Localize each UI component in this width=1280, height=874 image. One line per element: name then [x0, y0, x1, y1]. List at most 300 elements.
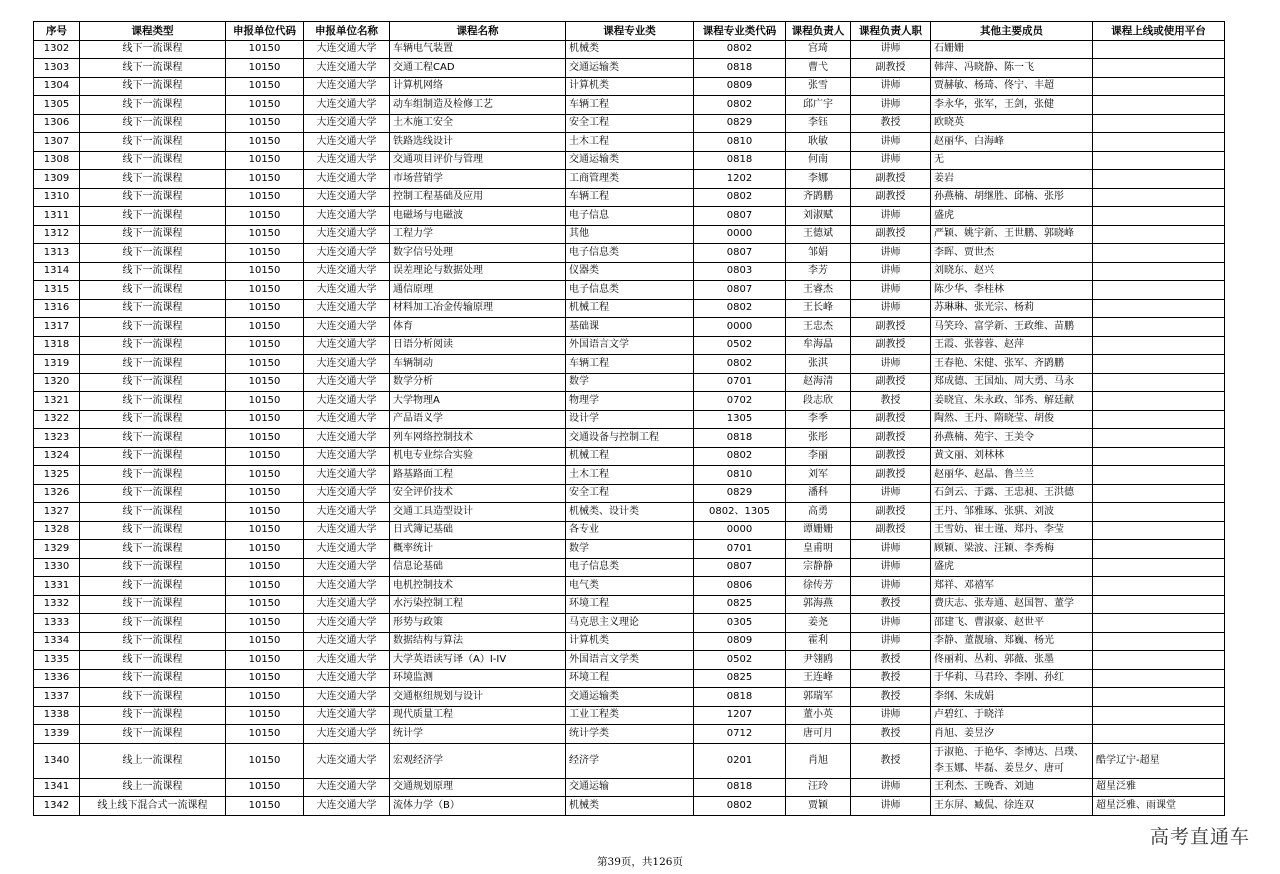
cell-unit-code: 10150 [226, 262, 304, 281]
cell-other-members: 邵建飞、曹淑豪、赵世平 [931, 614, 1093, 633]
cell-course-leader: 潘科 [786, 484, 851, 503]
cell-course-name: 车辆制动 [390, 355, 566, 374]
cell-course-name: 土木施工安全 [390, 114, 566, 133]
cell-index: 1327 [34, 503, 80, 522]
cell-leader-title: 副教授 [851, 503, 931, 522]
cell-course-leader: 王德斌 [786, 225, 851, 244]
cell-leader-title: 讲师 [851, 778, 931, 797]
cell-major-code: 0810 [694, 466, 786, 485]
table-row [34, 40, 1225, 59]
table-row [34, 577, 1225, 596]
table-row [34, 262, 1225, 281]
cell-leader-title: 讲师 [851, 299, 931, 318]
cell-major-code: 0818 [694, 59, 786, 78]
table-row [34, 778, 1225, 797]
header-unit-name: 申报单位名称 [304, 22, 390, 41]
cell-course-type: 线下一流课程 [80, 410, 226, 429]
cell-course-name: 大学物理A [390, 392, 566, 411]
cell-index: 1335 [34, 651, 80, 670]
cell-other-members: 赵丽华、白海峰 [931, 133, 1093, 152]
cell-unit-name: 大连交通大学 [304, 447, 390, 466]
cell-unit-code: 10150 [226, 170, 304, 189]
cell-unit-code: 10150 [226, 114, 304, 133]
cell-unit-code: 10150 [226, 614, 304, 633]
cell-other-members: 韩萍、冯晓静、陈一飞 [931, 59, 1093, 78]
cell-course-type: 线上一流课程 [80, 743, 226, 778]
table-row [34, 614, 1225, 633]
cell-course-name: 车辆电气装置 [390, 40, 566, 59]
cell-major-code: 0701 [694, 373, 786, 392]
table-row [34, 595, 1225, 614]
cell-leader-title: 副教授 [851, 59, 931, 78]
cell-index: 1315 [34, 281, 80, 300]
cell-course-leader: 张彤 [786, 429, 851, 448]
cell-course-leader: 齐鹍鹏 [786, 188, 851, 207]
page-number: 第39页，共126页 [597, 856, 683, 868]
cell-leader-title: 讲师 [851, 207, 931, 226]
cell-index: 1337 [34, 688, 80, 707]
cell-index: 1304 [34, 77, 80, 96]
cell-course-leader: 张雪 [786, 77, 851, 96]
cell-unit-name: 大连交通大学 [304, 429, 390, 448]
cell-unit-code: 10150 [226, 558, 304, 577]
cell-leader-title: 副教授 [851, 410, 931, 429]
cell-course-leader: 何南 [786, 151, 851, 170]
cell-unit-name: 大连交通大学 [304, 614, 390, 633]
table-row [34, 207, 1225, 226]
cell-platform [1093, 669, 1225, 688]
cell-index: 1330 [34, 558, 80, 577]
cell-other-members: 贾赫敏、杨琦、佟宁、丰超 [931, 77, 1093, 96]
cell-leader-title: 副教授 [851, 429, 931, 448]
cell-unit-name: 大连交通大学 [304, 725, 390, 744]
cell-unit-code: 10150 [226, 688, 304, 707]
cell-other-members: 石姗姗 [931, 40, 1093, 59]
cell-other-members: 盛虎 [931, 558, 1093, 577]
cell-other-members: 黄文丽、刘林林 [931, 447, 1093, 466]
cell-major-code: 0802、1305 [694, 503, 786, 522]
cell-leader-title: 讲师 [851, 77, 931, 96]
header-unit-code: 申报单位代码 [226, 22, 304, 41]
cell-index: 1313 [34, 244, 80, 263]
cell-other-members: 王东屏、臧侃、徐连双 [931, 797, 1093, 816]
table-row [34, 151, 1225, 170]
cell-other-members: 李纲、朱成娟 [931, 688, 1093, 707]
cell-index: 1333 [34, 614, 80, 633]
cell-leader-title: 讲师 [851, 244, 931, 263]
cell-course-leader: 曹弋 [786, 59, 851, 78]
course-table [33, 21, 1225, 816]
cell-course-type: 线下一流课程 [80, 59, 226, 78]
cell-major-category: 交通运输类 [566, 59, 694, 78]
cell-major-code: 0802 [694, 96, 786, 115]
cell-platform [1093, 558, 1225, 577]
cell-unit-code: 10150 [226, 225, 304, 244]
cell-course-name: 交通枢纽规划与设计 [390, 688, 566, 707]
table-header-row [34, 22, 1225, 41]
cell-course-leader: 唐可月 [786, 725, 851, 744]
cell-index: 1302 [34, 40, 80, 59]
cell-index: 1332 [34, 595, 80, 614]
table-row [34, 410, 1225, 429]
cell-leader-title: 教授 [851, 743, 931, 778]
cell-course-name: 统计学 [390, 725, 566, 744]
cell-major-code: 1305 [694, 410, 786, 429]
cell-course-type: 线下一流课程 [80, 244, 226, 263]
cell-course-name: 安全评价技术 [390, 484, 566, 503]
cell-unit-code: 10150 [226, 503, 304, 522]
cell-unit-code: 10150 [226, 410, 304, 429]
cell-major-code: 0502 [694, 336, 786, 355]
cell-course-type: 线下一流课程 [80, 299, 226, 318]
cell-course-type: 线下一流课程 [80, 503, 226, 522]
cell-major-category: 计算机类 [566, 632, 694, 651]
cell-course-leader: 贾颖 [786, 797, 851, 816]
cell-course-type: 线下一流课程 [80, 188, 226, 207]
cell-course-name: 通信原理 [390, 281, 566, 300]
cell-unit-code: 10150 [226, 466, 304, 485]
cell-unit-name: 大连交通大学 [304, 392, 390, 411]
cell-course-type: 线下一流课程 [80, 614, 226, 633]
cell-other-members: 王利杰、王晚香、刘迪 [931, 778, 1093, 797]
cell-index: 1322 [34, 410, 80, 429]
table-row [34, 797, 1225, 816]
cell-course-leader: 汪玲 [786, 778, 851, 797]
cell-index: 1323 [34, 429, 80, 448]
table-row [34, 336, 1225, 355]
cell-major-category: 电子信息 [566, 207, 694, 226]
cell-course-name: 交通工程CAD [390, 59, 566, 78]
cell-platform [1093, 355, 1225, 374]
cell-major-category: 安全工程 [566, 484, 694, 503]
cell-platform [1093, 503, 1225, 522]
cell-course-leader: 邱广宇 [786, 96, 851, 115]
cell-course-name: 日式簿记基础 [390, 521, 566, 540]
cell-course-name: 环境监测 [390, 669, 566, 688]
cell-other-members: 欧晓英 [931, 114, 1093, 133]
cell-leader-title: 教授 [851, 392, 931, 411]
cell-course-name: 体育 [390, 318, 566, 337]
cell-course-name: 误差理论与数据处理 [390, 262, 566, 281]
table-row [34, 299, 1225, 318]
cell-course-name: 铁路选线设计 [390, 133, 566, 152]
cell-index: 1326 [34, 484, 80, 503]
cell-index: 1311 [34, 207, 80, 226]
cell-major-category: 基础课 [566, 318, 694, 337]
cell-course-name: 计算机网络 [390, 77, 566, 96]
cell-unit-name: 大连交通大学 [304, 743, 390, 778]
cell-course-name: 数字信号处理 [390, 244, 566, 263]
header-course-type: 课程类型 [80, 22, 226, 41]
cell-other-members: 马笑玲、富学新、王政维、苗鹏 [931, 318, 1093, 337]
cell-major-category: 安全工程 [566, 114, 694, 133]
cell-major-code: 0825 [694, 669, 786, 688]
cell-other-members: 王雪妨、崔士谨、郑丹、李莹 [931, 521, 1093, 540]
cell-other-members: 姜岩 [931, 170, 1093, 189]
cell-major-category: 工商管理类 [566, 170, 694, 189]
cell-other-members: 苏琳琳、张光宗、杨莉 [931, 299, 1093, 318]
header-leader-title: 课程负责人职 [851, 22, 931, 41]
cell-major-category: 交通运输类 [566, 151, 694, 170]
cell-course-type: 线下一流课程 [80, 651, 226, 670]
cell-course-name: 电机控制技术 [390, 577, 566, 596]
cell-platform [1093, 614, 1225, 633]
cell-other-members: 陶然、王丹、隋晓莹、胡俊 [931, 410, 1093, 429]
cell-course-name: 日语分析阅读 [390, 336, 566, 355]
cell-course-leader: 王睿杰 [786, 281, 851, 300]
cell-unit-name: 大连交通大学 [304, 797, 390, 816]
cell-unit-code: 10150 [226, 632, 304, 651]
cell-index: 1312 [34, 225, 80, 244]
header-course-name: 课程名称 [390, 22, 566, 41]
cell-unit-code: 10150 [226, 77, 304, 96]
cell-index: 1324 [34, 447, 80, 466]
cell-major-code: 0802 [694, 355, 786, 374]
cell-other-members: 姜晓宜、朱永政、邹秀、解廷献 [931, 392, 1093, 411]
cell-unit-code: 10150 [226, 725, 304, 744]
cell-unit-name: 大连交通大学 [304, 151, 390, 170]
cell-unit-code: 10150 [226, 133, 304, 152]
cell-index: 1321 [34, 392, 80, 411]
cell-major-code: 0712 [694, 725, 786, 744]
cell-unit-name: 大连交通大学 [304, 706, 390, 725]
cell-other-members: 孙燕楠、胡继胜、邱楠、张彤 [931, 188, 1093, 207]
cell-unit-code: 10150 [226, 669, 304, 688]
table-row [34, 503, 1225, 522]
cell-other-members: 赵丽华、赵晶、鲁兰兰 [931, 466, 1093, 485]
cell-major-code: 0802 [694, 40, 786, 59]
header-major-category: 课程专业类 [566, 22, 694, 41]
table-row [34, 688, 1225, 707]
table-row [34, 373, 1225, 392]
cell-major-category: 工业工程类 [566, 706, 694, 725]
cell-unit-code: 10150 [226, 521, 304, 540]
cell-platform [1093, 40, 1225, 59]
cell-course-type: 线上线下混合式一流课程 [80, 797, 226, 816]
cell-platform [1093, 725, 1225, 744]
cell-platform [1093, 447, 1225, 466]
cell-course-leader: 李娜 [786, 170, 851, 189]
cell-unit-name: 大连交通大学 [304, 225, 390, 244]
cell-leader-title: 副教授 [851, 318, 931, 337]
cell-other-members: 陈少华、李桂林 [931, 281, 1093, 300]
cell-other-members: 李晖、贾世杰 [931, 244, 1093, 263]
cell-unit-code: 10150 [226, 336, 304, 355]
cell-major-code: 0818 [694, 151, 786, 170]
cell-course-name: 交通项目评价与管理 [390, 151, 566, 170]
cell-major-category: 机械类 [566, 40, 694, 59]
table-row [34, 355, 1225, 374]
cell-major-category: 各专业 [566, 521, 694, 540]
cell-unit-name: 大连交通大学 [304, 281, 390, 300]
cell-leader-title: 讲师 [851, 133, 931, 152]
cell-platform [1093, 188, 1225, 207]
cell-unit-name: 大连交通大学 [304, 778, 390, 797]
cell-major-category: 交通运输类 [566, 688, 694, 707]
cell-unit-name: 大连交通大学 [304, 466, 390, 485]
cell-unit-code: 10150 [226, 188, 304, 207]
cell-platform [1093, 244, 1225, 263]
cell-platform [1093, 706, 1225, 725]
cell-course-name: 交通工具造型设计 [390, 503, 566, 522]
cell-unit-code: 10150 [226, 743, 304, 778]
cell-course-type: 线下一流课程 [80, 281, 226, 300]
header-platform: 课程上线或使用平台 [1093, 22, 1225, 41]
cell-unit-name: 大连交通大学 [304, 410, 390, 429]
cell-unit-code: 10150 [226, 318, 304, 337]
cell-major-category: 机械类 [566, 797, 694, 816]
cell-leader-title: 讲师 [851, 577, 931, 596]
cell-platform [1093, 521, 1225, 540]
cell-course-type: 线下一流课程 [80, 669, 226, 688]
cell-other-members: 卢碧红、于晓洋 [931, 706, 1093, 725]
cell-unit-code: 10150 [226, 373, 304, 392]
cell-course-type: 线下一流课程 [80, 207, 226, 226]
table-row [34, 651, 1225, 670]
cell-leader-title: 讲师 [851, 540, 931, 559]
cell-index: 1306 [34, 114, 80, 133]
cell-unit-name: 大连交通大学 [304, 207, 390, 226]
cell-unit-code: 10150 [226, 40, 304, 59]
cell-other-members: 严颖、姚宇新、王世鹏、郭晓峰 [931, 225, 1093, 244]
cell-course-type: 线下一流课程 [80, 447, 226, 466]
cell-unit-code: 10150 [226, 355, 304, 374]
cell-leader-title: 教授 [851, 114, 931, 133]
cell-leader-title: 副教授 [851, 170, 931, 189]
cell-major-category: 其他 [566, 225, 694, 244]
cell-other-members: 肖旭、姜昱汐 [931, 725, 1093, 744]
cell-major-category: 车辆工程 [566, 96, 694, 115]
cell-course-type: 线下一流课程 [80, 521, 226, 540]
cell-course-leader: 尹翎鸥 [786, 651, 851, 670]
cell-other-members: 王春艳、宋健、张军、齐鹍鹏 [931, 355, 1093, 374]
cell-platform [1093, 466, 1225, 485]
cell-course-leader: 赵海清 [786, 373, 851, 392]
cell-course-type: 线下一流课程 [80, 466, 226, 485]
cell-major-category: 数学 [566, 540, 694, 559]
cell-major-code: 0818 [694, 778, 786, 797]
table-row [34, 669, 1225, 688]
cell-platform [1093, 281, 1225, 300]
cell-major-category: 马克思主义理论 [566, 614, 694, 633]
cell-other-members: 石剑云、于露、王忠昶、王洪德 [931, 484, 1093, 503]
cell-leader-title: 副教授 [851, 521, 931, 540]
table-row [34, 281, 1225, 300]
cell-platform [1093, 429, 1225, 448]
cell-major-code: 0807 [694, 558, 786, 577]
cell-platform [1093, 595, 1225, 614]
cell-unit-code: 10150 [226, 207, 304, 226]
cell-course-leader: 邹娟 [786, 244, 851, 263]
cell-other-members: 刘晓东、赵兴 [931, 262, 1093, 281]
cell-course-leader: 谭姗姗 [786, 521, 851, 540]
cell-course-type: 线下一流课程 [80, 577, 226, 596]
cell-unit-code: 10150 [226, 244, 304, 263]
cell-leader-title: 副教授 [851, 373, 931, 392]
cell-leader-title: 教授 [851, 651, 931, 670]
cell-course-type: 线下一流课程 [80, 706, 226, 725]
cell-course-type: 线下一流课程 [80, 96, 226, 115]
cell-unit-name: 大连交通大学 [304, 299, 390, 318]
cell-unit-code: 10150 [226, 151, 304, 170]
cell-unit-code: 10150 [226, 281, 304, 300]
cell-course-leader: 皇甫明 [786, 540, 851, 559]
cell-platform [1093, 651, 1225, 670]
cell-unit-code: 10150 [226, 540, 304, 559]
table-row [34, 392, 1225, 411]
cell-course-type: 线下一流课程 [80, 392, 226, 411]
cell-unit-code: 10150 [226, 797, 304, 816]
cell-platform [1093, 262, 1225, 281]
cell-major-category: 外国语言文学类 [566, 651, 694, 670]
table-row [34, 447, 1225, 466]
cell-index: 1329 [34, 540, 80, 559]
cell-other-members: 李永华，张军，王剑，张健 [931, 96, 1093, 115]
cell-platform [1093, 96, 1225, 115]
cell-major-code: 0305 [694, 614, 786, 633]
cell-course-leader: 王忠杰 [786, 318, 851, 337]
table-row [34, 318, 1225, 337]
cell-index: 1338 [34, 706, 80, 725]
cell-other-members: 于淑艳、于艳华、李博达、吕璞、李玉娜、毕磊、姜昱夕、唐可 [931, 743, 1093, 778]
cell-unit-name: 大连交通大学 [304, 133, 390, 152]
cell-unit-code: 10150 [226, 577, 304, 596]
cell-major-code: 0802 [694, 188, 786, 207]
cell-major-code: 0829 [694, 484, 786, 503]
table-row [34, 244, 1225, 263]
cell-course-leader: 李钰 [786, 114, 851, 133]
cell-major-category: 经济学 [566, 743, 694, 778]
cell-major-category: 环境工程 [566, 595, 694, 614]
cell-course-type: 线下一流课程 [80, 225, 226, 244]
table-row [34, 96, 1225, 115]
cell-course-type: 线下一流课程 [80, 170, 226, 189]
cell-course-name: 水污染控制工程 [390, 595, 566, 614]
cell-major-category: 环境工程 [566, 669, 694, 688]
cell-unit-name: 大连交通大学 [304, 688, 390, 707]
cell-unit-name: 大连交通大学 [304, 355, 390, 374]
cell-unit-code: 10150 [226, 59, 304, 78]
cell-index: 1310 [34, 188, 80, 207]
cell-unit-name: 大连交通大学 [304, 503, 390, 522]
cell-unit-code: 10150 [226, 299, 304, 318]
cell-major-category: 设计学 [566, 410, 694, 429]
cell-leader-title: 讲师 [851, 262, 931, 281]
cell-other-members: 顾颖、梁波、汪颖、李秀梅 [931, 540, 1093, 559]
cell-other-members: 佟丽莉、丛莉、郭薇、张墨 [931, 651, 1093, 670]
cell-course-type: 线下一流课程 [80, 429, 226, 448]
cell-major-code: 0802 [694, 299, 786, 318]
cell-unit-code: 10150 [226, 484, 304, 503]
cell-leader-title: 讲师 [851, 484, 931, 503]
cell-major-code: 0702 [694, 392, 786, 411]
cell-course-leader: 刘军 [786, 466, 851, 485]
cell-platform [1093, 207, 1225, 226]
cell-major-category: 物理学 [566, 392, 694, 411]
cell-course-leader: 姜尧 [786, 614, 851, 633]
cell-course-type: 线下一流课程 [80, 725, 226, 744]
cell-major-code: 0809 [694, 632, 786, 651]
cell-unit-code: 10150 [226, 651, 304, 670]
cell-platform [1093, 299, 1225, 318]
cell-other-members: 无 [931, 151, 1093, 170]
header-other-members: 其他主要成员 [931, 22, 1093, 41]
cell-unit-name: 大连交通大学 [304, 577, 390, 596]
cell-course-name: 形势与政策 [390, 614, 566, 633]
cell-platform [1093, 170, 1225, 189]
cell-platform [1093, 59, 1225, 78]
header-course-leader: 课程负责人 [786, 22, 851, 41]
